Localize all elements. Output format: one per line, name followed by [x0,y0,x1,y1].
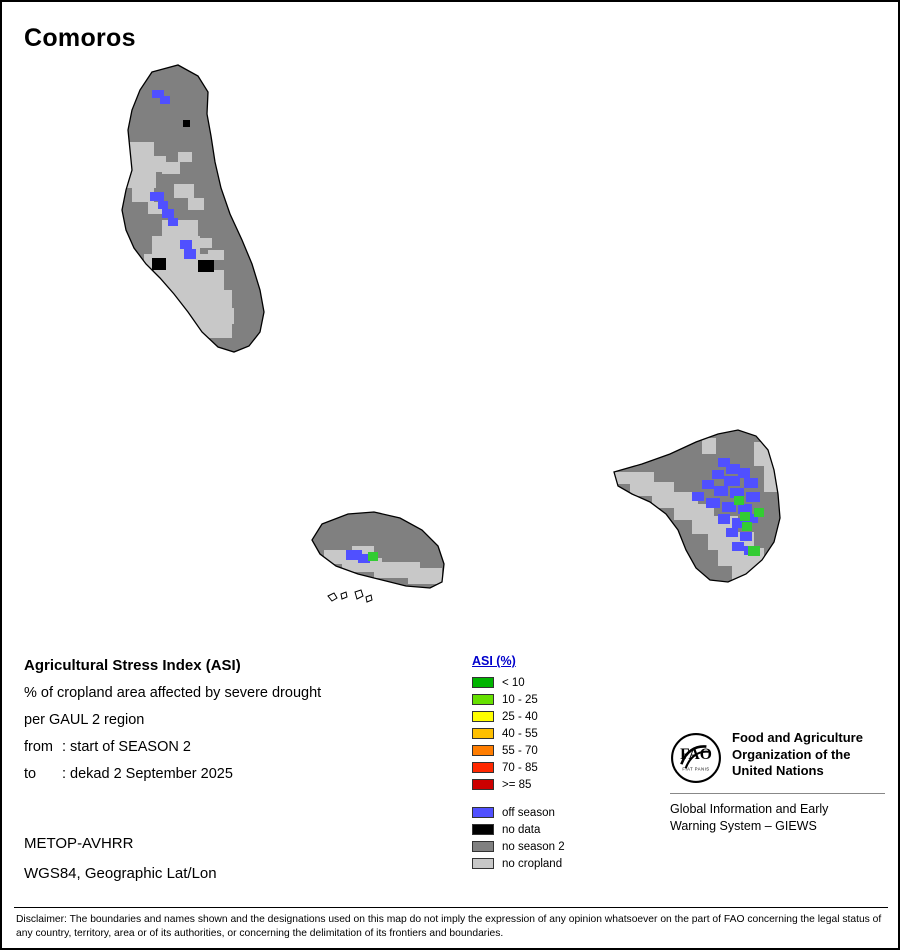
legend-swatch-70-85 [472,762,494,773]
projection-label: WGS84, Geographic Lat/Lon [24,865,217,882]
legend-item [472,725,682,742]
info-region-level: per GAUL 2 region [24,712,145,728]
legend-item [472,821,682,838]
legend-item [472,838,682,855]
giews-line-2: Warning System – GIEWS [670,818,817,833]
legend-swatch-55-70 [472,745,494,756]
legend-swatch-no-data [472,824,494,835]
sensor-label: METOP-AVHRR [24,835,134,852]
map-info-block [24,657,454,793]
asi-legend-title: ASI (%) [472,654,516,668]
giews-line-1: Global Information and Early [670,802,829,816]
legend-swatch-gte85 [472,779,494,790]
legend-label-40-55: 40 - 55 [502,727,538,740]
legend-swatch-25-40 [472,711,494,722]
fao-organization-name [732,730,863,780]
fao-name-line-1: Food and Agriculture [732,730,863,745]
legend-label-no-season-2: no season 2 [502,840,565,853]
legend-swatch-no-cropland [472,858,494,869]
info-to-row [24,766,454,782]
legend-swatch-10-25 [472,694,494,705]
legend-item [472,691,682,708]
legend-label-off-season: off season [502,806,555,819]
fao-logo-row [670,730,885,784]
legend-item [472,804,682,821]
info-from-row [24,739,454,755]
moheli-islets [328,590,372,602]
legend-swatch-40-55 [472,728,494,739]
giews-system-name [670,801,885,835]
legend-item [472,776,682,793]
legend-label-lt10: < 10 [502,676,525,689]
island-grande-comore [112,57,282,367]
info-subtitle: % of cropland area affected by severe drought [24,685,322,701]
legend-label-70-85: 70 - 85 [502,761,538,774]
fao-name-line-3: United Nations [732,763,824,779]
legend-spacer [472,793,682,804]
legend-item [472,855,682,872]
legend-item [472,742,682,759]
legend-label-gte85: >= 85 [502,778,532,791]
info-heading: Agricultural Stress Index (ASI) [24,657,241,674]
legend-label-55-70: 55 - 70 [502,744,538,757]
legend-swatch-no-season-2 [472,841,494,852]
island-anjouan [602,422,802,597]
legend-label-10-25: 10 - 25 [502,693,538,706]
info-from-value: : start of SEASON 2 [62,739,191,755]
fao-logo-icon [670,732,722,784]
legend-swatch-off-season [472,807,494,818]
fao-name-line-2: Organization of the [732,746,851,762]
page-title: Comoros [24,24,136,52]
legend-label-25-40: 25 - 40 [502,710,538,723]
legend-item [472,708,682,725]
legend-swatch-lt10 [472,677,494,688]
legend-item [472,759,682,776]
legend-item [472,674,682,691]
legend-label-no-cropland: no cropland [502,857,563,870]
info-from-label: from [24,739,53,755]
island-moheli [302,502,462,602]
fao-divider [670,793,885,794]
svg-text:FAO: FAO [680,746,712,764]
info-to-label: to [24,766,37,782]
disclaimer-text: Disclaimer: The boundaries and names shown and the designations used on this map do not imply the expression of any opinion whatsoever on the part of FAO concerning the legal status of any country, territory, area or of its authorities, or concerning the delimitation of its frontiers and boundaries. [16,914,882,940]
svg-text:FIAT PANIS: FIAT PANIS [682,766,710,772]
map-meta-block [24,835,454,895]
disclaimer-divider [14,907,888,908]
info-to-value: : dekad 2 September 2025 [62,766,233,782]
fao-branding-block [670,730,885,835]
asi-legend [472,654,682,872]
legend-label-no-data: no data [502,823,541,836]
